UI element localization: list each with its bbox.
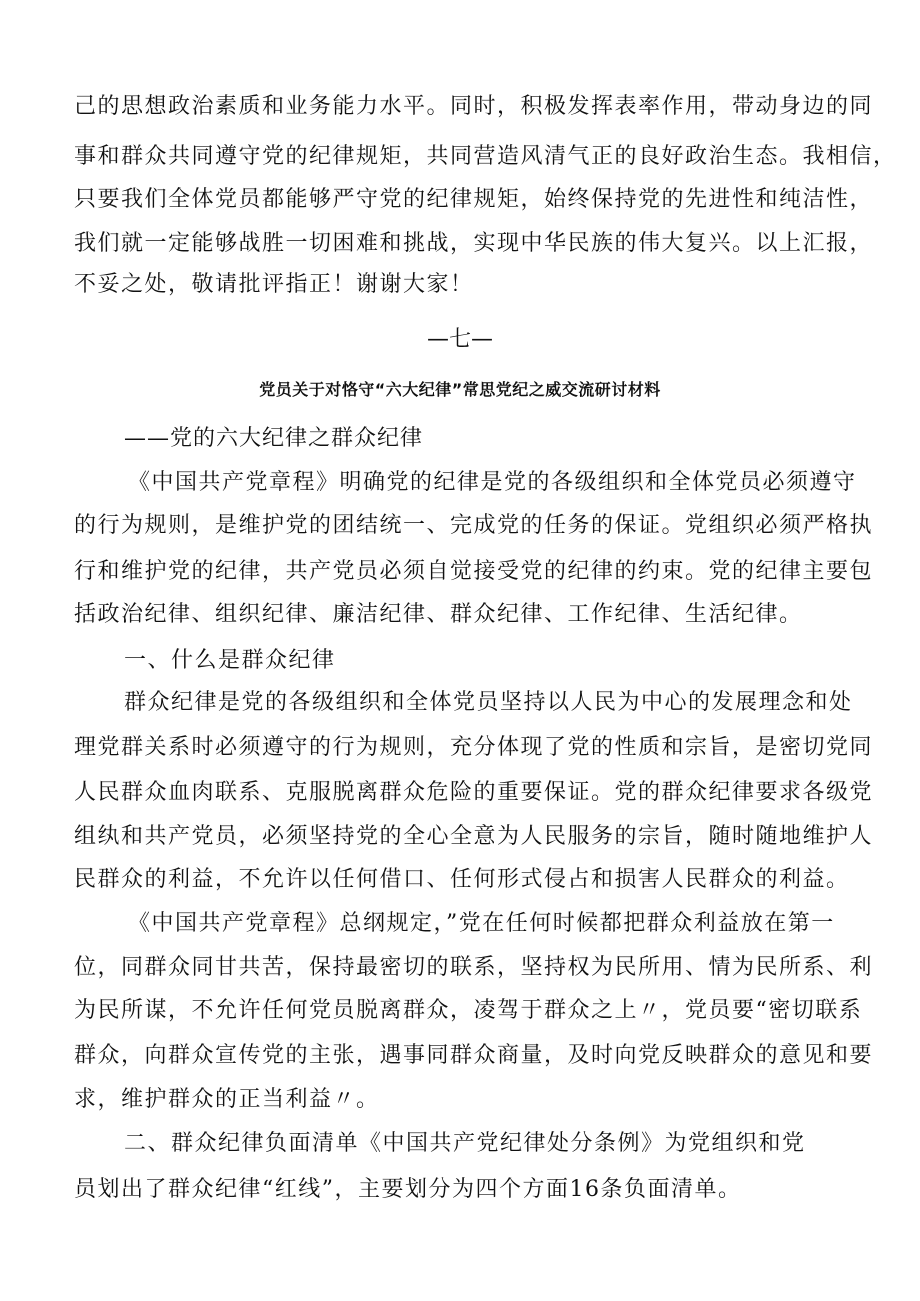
text-line: 行和维护党的纪律，共产党员必须自觉接受党的纪律的约束。党的纪律主要包 <box>74 559 874 584</box>
document-title: 党员关于对恪守“六大纪律”常思党纪之威交流研讨材料 <box>259 380 661 399</box>
text-line: 群众，向群众宣传党的主张，遇事同群众商量，及时向党反映群众的意见和要 <box>74 1043 874 1068</box>
text-line: 人民群众血肉联系、克服脱离群众危险的重要保证。党的群众纪律要求各级党 <box>74 780 874 805</box>
text-line: 《中国共产党章程》总纲规定，”党在任何时候都把群众利益放在第一 <box>128 911 835 936</box>
text-line: 求，维护群众的正当利益〃。 <box>74 1087 380 1112</box>
text-line: 为民所谋，不允许任何党员脱离群众，凌驾于群众之上〃，党员要“密切联系 <box>74 998 863 1023</box>
page-separator: —七— <box>426 327 493 352</box>
text-line: 的行为规则，是维护党的团结统一、完成党的任务的保证。党组织必须严格执 <box>74 513 874 538</box>
text-line: 事和群众共同遵守党的纪律规矩，共同营造风清气正的良好政治生态。我相信， <box>74 144 897 169</box>
text-line: 民群众的利益，不允许以任何借口、任何形式侵占和损害人民群众的利益。 <box>74 867 850 892</box>
text-line: 位，同群众同甘共苦，保持最密切的联系，坚持权为民所用、情为民所系、利 <box>74 955 874 980</box>
text-line: 群众纪律是党的各级组织和全体党员坚持以人民为中心的发展理念和处 <box>124 690 853 715</box>
text-line: 组纨和共产党员，必须坚持党的全心全意为人民服务的宗旨，随时随地维护人 <box>74 824 874 849</box>
section-heading: 二、群众纪律负面清单《中国共产党纪律处分条例》为党组织和党 <box>124 1131 806 1156</box>
text-line: 不妥之处，敬请批评指正！谢谢大家！ <box>74 272 474 297</box>
section-heading: 一、什么是群众纪律 <box>124 648 336 673</box>
section-heading: 员划出了群众纪律“红线”，主要划分为四个方面16条负面清单。 <box>74 1177 742 1202</box>
text-line: 只要我们全体党员都能够严守党的纪律规矩，始终保持党的先进性和纯洁性， <box>74 187 874 212</box>
text-line: 理党群关系时必须遵守的行为规则，充分体现了党的性质和宗旨，是密切党同 <box>74 735 874 760</box>
text-line: 括政治纪律、组织纪律、廉洁纪律、群众纪律、工作纪律、生活纪律。 <box>74 602 803 627</box>
text-line: 己的思想政治素质和业务能力水平。同时，积极发挥表率作用，带动身边的同 <box>74 94 874 119</box>
text-line: 《中国共产党章程》明确党的纪律是党的各级组织和全体党员必须遵守 <box>128 470 857 495</box>
document-subtitle: ——党的六大纪律之群众纪律 <box>124 426 424 451</box>
text-line: 我们就一定能够战胜一切困难和挑战，实现中华民族的伟大复兴。以上汇报， <box>74 231 874 256</box>
